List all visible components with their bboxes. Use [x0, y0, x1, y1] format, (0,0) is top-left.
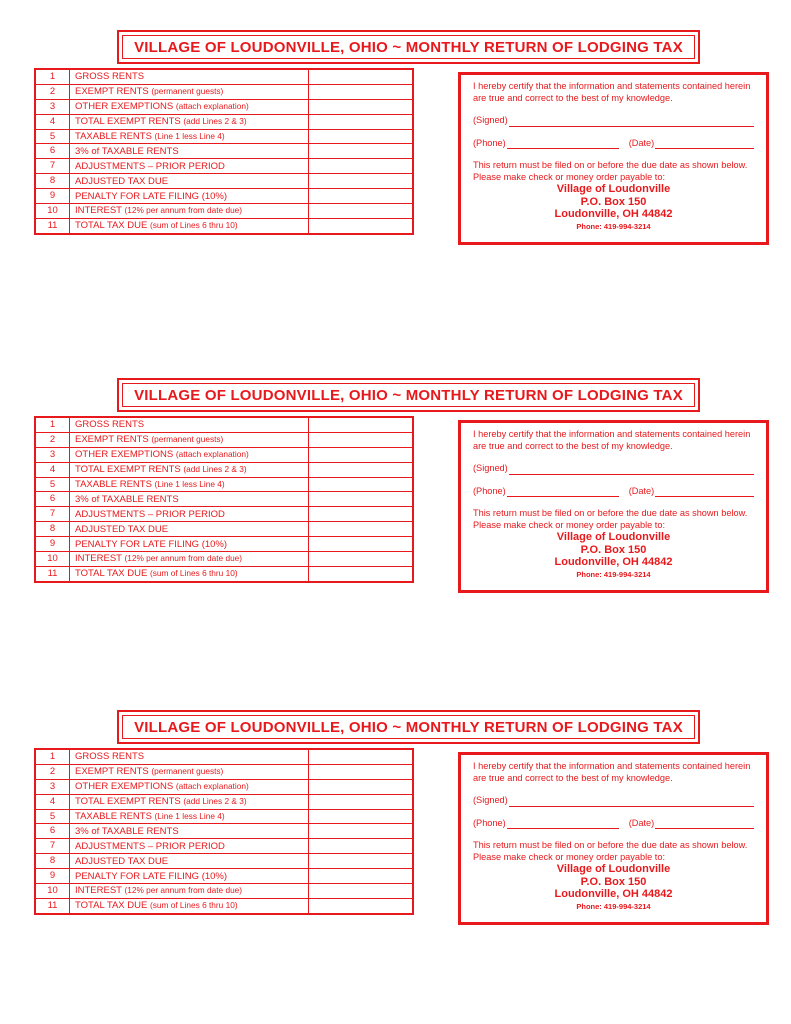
line-label	[70, 129, 309, 144]
table-row	[35, 522, 413, 537]
certify-text: I hereby certify that the information and statements contained herein are true and correct to the best of my knowledge.	[473, 429, 751, 451]
line-label-note: (sum of Lines 6 thru 10)	[149, 568, 238, 579]
line-number: 8	[35, 854, 70, 869]
line-number: 7	[35, 159, 70, 174]
line-label-note: (sum of Lines 6 thru 10)	[149, 900, 238, 911]
certification-box	[458, 72, 769, 245]
line-label	[70, 99, 309, 114]
line-amount-field[interactable]	[309, 129, 414, 144]
line-label	[70, 552, 309, 567]
line-amount-field[interactable]	[309, 779, 414, 794]
table-row	[35, 537, 413, 552]
signature-line[interactable]	[473, 115, 754, 127]
line-amount-field[interactable]	[309, 884, 414, 899]
table-row	[35, 462, 413, 477]
line-amount-field[interactable]	[309, 144, 414, 159]
line-label	[70, 507, 309, 522]
line-number: 6	[35, 824, 70, 839]
line-label-text: GROSS RENTS	[75, 419, 145, 431]
line-label	[70, 522, 309, 537]
table-row	[35, 159, 413, 174]
line-number: 3	[35, 99, 70, 114]
tax-return-form	[0, 710, 791, 940]
line-label-text: PENALTY FOR LATE FILING (10%)	[75, 538, 228, 550]
table-row	[35, 824, 413, 839]
tax-return-form	[0, 378, 791, 608]
line-number: 4	[35, 462, 70, 477]
table-row	[35, 884, 413, 899]
table-row	[35, 432, 413, 447]
line-amount-field[interactable]	[309, 794, 414, 809]
table-row	[35, 566, 413, 581]
signature-line[interactable]	[473, 795, 754, 807]
line-label-note: (attach explanation)	[175, 781, 249, 792]
line-label-note: (12% per annum from date due)	[124, 205, 243, 216]
line-label-text: INTEREST	[75, 885, 125, 897]
line-amount-field[interactable]	[309, 764, 414, 779]
table-row	[35, 174, 413, 189]
signature-field[interactable]	[509, 465, 754, 475]
line-label-note: (Line 1 less Line 4)	[154, 479, 225, 489]
line-label	[70, 477, 309, 492]
line-amount-field[interactable]	[309, 749, 414, 764]
phone-date-line	[473, 818, 754, 830]
form-title-box	[117, 30, 700, 64]
signed-label: (Signed)	[473, 115, 508, 125]
line-label-note: (attach explanation)	[175, 449, 249, 460]
line-label	[70, 824, 309, 839]
date-field[interactable]	[655, 487, 754, 497]
line-label-text: OTHER EXEMPTIONS	[75, 781, 176, 793]
line-label-note: (add Lines 2 & 3)	[183, 464, 247, 475]
line-label	[70, 447, 309, 462]
form-title: VILLAGE OF LOUDONVILLE, OHIO ~ MONTHLY RETURN OF LODGING TAX	[122, 35, 695, 59]
line-number: 1	[35, 417, 70, 432]
po-box: P.O. Box 150	[580, 195, 647, 208]
line-amount-field[interactable]	[309, 432, 414, 447]
line-number: 5	[35, 477, 70, 492]
table-row	[35, 218, 413, 233]
line-label	[70, 218, 309, 233]
line-label-text: TOTAL EXEMPT RENTS	[75, 796, 184, 808]
line-number: 3	[35, 779, 70, 794]
line-number: 9	[35, 189, 70, 204]
form-title-box	[117, 378, 700, 412]
line-number: 7	[35, 839, 70, 854]
phone-label: (Phone)	[473, 817, 506, 828]
line-label-text: 3% of TAXABLE RENTS	[75, 493, 179, 505]
line-label	[70, 898, 309, 913]
line-label-text: ADJUSTED TAX DUE	[75, 175, 169, 187]
line-label-text: ADJUSTED TAX DUE	[75, 523, 169, 535]
line-number: 6	[35, 144, 70, 159]
line-amount-field[interactable]	[309, 507, 414, 522]
line-label-note: (Line 1 less Line 4)	[154, 811, 225, 821]
payee-name: Village of Loudonville	[556, 531, 671, 543]
line-number: 9	[35, 537, 70, 552]
line-label-text: TAXABLE RENTS	[75, 811, 155, 822]
table-row	[35, 447, 413, 462]
line-label	[70, 432, 309, 447]
payee-name: Village of Loudonville	[556, 183, 671, 195]
line-number: 2	[35, 432, 70, 447]
line-label-note: (add Lines 2 & 3)	[183, 116, 247, 127]
line-amount-field[interactable]	[309, 809, 414, 824]
city-line: Loudonville, OH 44842	[554, 888, 673, 900]
form-title: VILLAGE OF LOUDONVILLE, OHIO ~ MONTHLY RETURN OF LODGING TAX	[122, 383, 695, 407]
phone-date-line	[473, 138, 754, 150]
line-label-text: EXEMPT RENTS	[75, 766, 152, 778]
payee-name: Village of Loudonville	[556, 863, 671, 875]
table-row	[35, 189, 413, 204]
phone-label: (Phone)	[473, 137, 506, 148]
line-number: 8	[35, 522, 70, 537]
line-label-text: TOTAL EXEMPT RENTS	[75, 116, 184, 128]
line-number: 10	[35, 884, 70, 899]
signature-field[interactable]	[509, 797, 754, 807]
table-row	[35, 144, 413, 159]
line-label	[70, 189, 309, 204]
line-amount-field[interactable]	[309, 522, 414, 537]
date-field[interactable]	[655, 819, 754, 829]
line-label-note: (permanent guests)	[151, 86, 224, 97]
phone-label: (Phone)	[473, 485, 506, 496]
line-label-text: PENALTY FOR LATE FILING (10%)	[75, 190, 228, 202]
date-label: (Date)	[628, 137, 655, 148]
table-row	[35, 552, 413, 567]
line-label-text: INTEREST	[75, 553, 125, 565]
table-row	[35, 794, 413, 809]
line-amount-field[interactable]	[309, 566, 414, 581]
line-amount-field[interactable]	[309, 854, 414, 869]
line-label-text: ADJUSTMENTS – PRIOR PERIOD	[75, 508, 225, 520]
line-label-text: TOTAL TAX DUE	[75, 900, 150, 912]
line-label-text: PENALTY FOR LATE FILING (10%)	[75, 870, 228, 882]
line-label-note: (permanent guests)	[151, 434, 224, 445]
table-row	[35, 809, 413, 824]
line-label-text: ADJUSTMENTS – PRIOR PERIOD	[75, 840, 225, 852]
table-row	[35, 779, 413, 794]
phone-field[interactable]	[507, 487, 619, 497]
line-number: 5	[35, 129, 70, 144]
line-label-text: EXEMPT RENTS	[75, 86, 152, 98]
table-row	[35, 898, 413, 913]
line-label-note: (sum of Lines 6 thru 10)	[149, 220, 238, 231]
table-row	[35, 869, 413, 884]
table-row	[35, 204, 413, 219]
line-amount-field[interactable]	[309, 824, 414, 839]
filing-note: This return must be filed on or before the due date as shown below. Please make check or money order payable to:	[473, 160, 748, 182]
line-number: 9	[35, 869, 70, 884]
form-title: VILLAGE OF LOUDONVILLE, OHIO ~ MONTHLY RETURN OF LODGING TAX	[122, 715, 695, 739]
city-line: Loudonville, OH 44842	[554, 208, 673, 220]
table-row	[35, 492, 413, 507]
table-row	[35, 477, 413, 492]
table-row	[35, 84, 413, 99]
line-number: 4	[35, 114, 70, 129]
line-label	[70, 492, 309, 507]
signature-field[interactable]	[509, 117, 754, 127]
certify-text: I hereby certify that the information and statements contained herein are true and correct to the best of my knowledge.	[473, 761, 751, 783]
line-amount-field[interactable]	[309, 869, 414, 884]
signed-label: (Signed)	[473, 795, 508, 805]
filing-note: This return must be filed on or before the due date as shown below. Please make check or money order payable to:	[473, 840, 748, 862]
date-label: (Date)	[628, 485, 655, 496]
table-row	[35, 99, 413, 114]
line-label	[70, 84, 309, 99]
phone-number: Phone: 419-994-3214	[576, 221, 651, 231]
line-label-text: TOTAL EXEMPT RENTS	[75, 464, 184, 476]
line-label	[70, 809, 309, 824]
line-number: 5	[35, 809, 70, 824]
line-amount-field[interactable]	[309, 447, 414, 462]
line-label	[70, 794, 309, 809]
line-amount-field[interactable]	[309, 462, 414, 477]
line-amount-field[interactable]	[309, 204, 414, 219]
certification-box	[458, 420, 769, 593]
line-label	[70, 764, 309, 779]
table-row	[35, 417, 413, 432]
line-label	[70, 749, 309, 764]
line-label-text: ADJUSTED TAX DUE	[75, 855, 169, 867]
line-label-text: TAXABLE RENTS	[75, 131, 155, 142]
line-label-text: TOTAL TAX DUE	[75, 220, 150, 232]
line-amount-field[interactable]	[309, 174, 414, 189]
line-label	[70, 566, 309, 581]
line-number: 3	[35, 447, 70, 462]
phone-field[interactable]	[507, 819, 619, 829]
filing-note: This return must be filed on or before the due date as shown below. Please make check or money order payable to:	[473, 508, 748, 530]
tax-lines-table	[34, 68, 414, 235]
line-amount-field[interactable]	[309, 839, 414, 854]
line-number: 6	[35, 492, 70, 507]
line-number: 8	[35, 174, 70, 189]
signed-label: (Signed)	[473, 463, 508, 473]
line-label-text: 3% of TAXABLE RENTS	[75, 145, 179, 157]
form-title-box	[117, 710, 700, 744]
line-label	[70, 869, 309, 884]
phone-number: Phone: 419-994-3214	[576, 901, 651, 911]
line-number: 10	[35, 552, 70, 567]
line-label	[70, 159, 309, 174]
table-row	[35, 854, 413, 869]
line-label	[70, 114, 309, 129]
line-label-text: GROSS RENTS	[75, 71, 145, 83]
line-label-text: ADJUSTMENTS – PRIOR PERIOD	[75, 160, 225, 172]
line-number: 4	[35, 794, 70, 809]
po-box: P.O. Box 150	[580, 543, 647, 556]
table-row	[35, 69, 413, 84]
line-label	[70, 884, 309, 899]
po-box: P.O. Box 150	[580, 875, 647, 888]
line-amount-field[interactable]	[309, 159, 414, 174]
line-amount-field[interactable]	[309, 417, 414, 432]
line-label	[70, 417, 309, 432]
line-number: 1	[35, 69, 70, 84]
table-row	[35, 114, 413, 129]
line-amount-field[interactable]	[309, 492, 414, 507]
line-amount-field[interactable]	[309, 537, 414, 552]
tax-return-form	[0, 30, 791, 260]
line-label	[70, 69, 309, 84]
city-line: Loudonville, OH 44842	[554, 556, 673, 568]
line-amount-field[interactable]	[309, 898, 414, 913]
date-field[interactable]	[655, 139, 754, 149]
table-row	[35, 507, 413, 522]
line-label-text: TAXABLE RENTS	[75, 479, 155, 490]
table-row	[35, 839, 413, 854]
line-label-text: 3% of TAXABLE RENTS	[75, 825, 179, 837]
date-label: (Date)	[628, 817, 655, 828]
phone-date-line	[473, 486, 754, 498]
line-number: 10	[35, 204, 70, 219]
line-label-text: GROSS RENTS	[75, 751, 145, 763]
tax-lines-table	[34, 416, 414, 583]
tax-lines-table	[34, 748, 414, 915]
line-label-note: (permanent guests)	[151, 766, 224, 777]
signature-line[interactable]	[473, 463, 754, 475]
line-label-text: EXEMPT RENTS	[75, 434, 152, 446]
line-label-note: (add Lines 2 & 3)	[183, 796, 247, 807]
line-label	[70, 204, 309, 219]
line-label	[70, 462, 309, 477]
line-number: 11	[35, 898, 70, 913]
line-label-text: TOTAL TAX DUE	[75, 568, 150, 580]
line-amount-field[interactable]	[309, 69, 414, 84]
line-number: 11	[35, 218, 70, 233]
certification-box	[458, 752, 769, 925]
table-row	[35, 764, 413, 779]
line-label	[70, 144, 309, 159]
line-label	[70, 839, 309, 854]
line-label-text: OTHER EXEMPTIONS	[75, 449, 176, 461]
line-number: 1	[35, 749, 70, 764]
line-label	[70, 854, 309, 869]
line-amount-field[interactable]	[309, 99, 414, 114]
phone-number: Phone: 419-994-3214	[576, 569, 651, 579]
line-label-note: (attach explanation)	[175, 101, 249, 112]
line-label	[70, 174, 309, 189]
line-label	[70, 537, 309, 552]
line-amount-field[interactable]	[309, 114, 414, 129]
certify-text: I hereby certify that the information and statements contained herein are true and correct to the best of my knowledge.	[473, 81, 751, 103]
line-label-note: (12% per annum from date due)	[124, 885, 243, 896]
line-amount-field[interactable]	[309, 218, 414, 233]
line-number: 11	[35, 566, 70, 581]
line-number: 2	[35, 764, 70, 779]
line-amount-field[interactable]	[309, 477, 414, 492]
line-label-text: INTEREST	[75, 205, 125, 217]
line-amount-field[interactable]	[309, 552, 414, 567]
table-row	[35, 749, 413, 764]
line-label-note: (12% per annum from date due)	[124, 553, 243, 564]
line-number: 2	[35, 84, 70, 99]
line-amount-field[interactable]	[309, 189, 414, 204]
line-label	[70, 779, 309, 794]
line-amount-field[interactable]	[309, 84, 414, 99]
table-row	[35, 129, 413, 144]
phone-field[interactable]	[507, 139, 619, 149]
line-number: 7	[35, 507, 70, 522]
line-label-text: OTHER EXEMPTIONS	[75, 101, 176, 113]
line-label-note: (Line 1 less Line 4)	[154, 131, 225, 141]
